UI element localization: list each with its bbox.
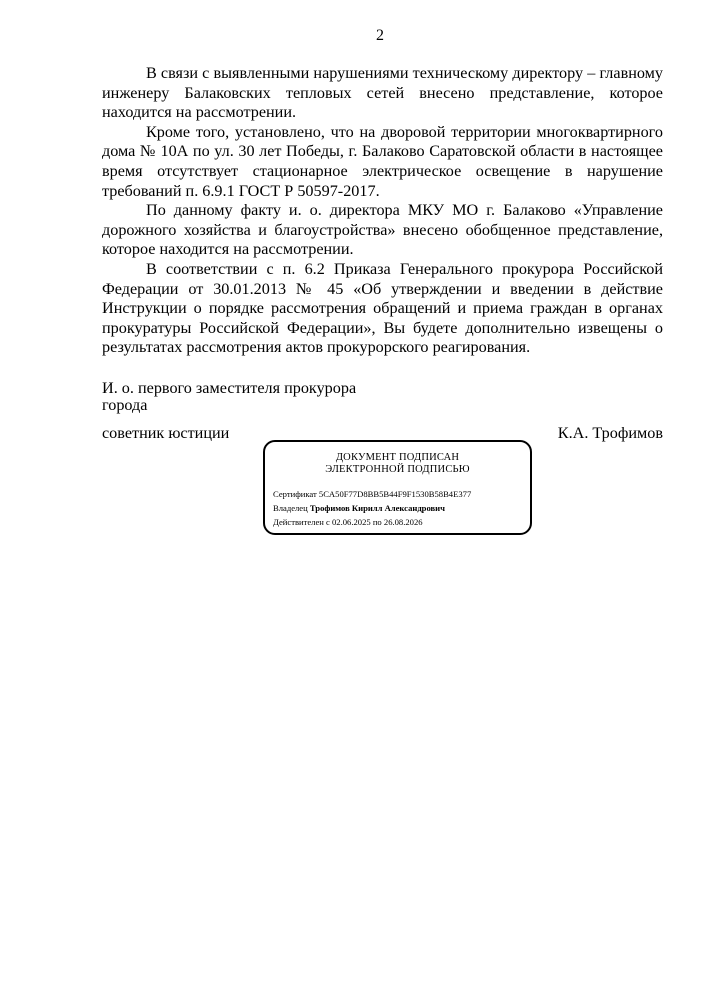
stamp-valid-label: Действителен с — [273, 517, 330, 527]
stamp-certificate — [273, 489, 471, 499]
paragraph-notification: В соответствии с п. 6.2 Приказа Генерального прокурора Российской Федерации от 30.01.2013 № 45 «Об утверждении и введении в действие Инструкции о порядке рассмотрения обращений и приема граждан в органах прокуратуры Российской Федерации», Вы будете дополнительно извещены о результатах рассмотрения актов прокурорского реагирования. — [102, 259, 663, 357]
stamp-owner-label: Владелец — [273, 503, 308, 513]
stamp-owner-value: Трофимов Кирилл Александрович — [309, 503, 445, 513]
electronic-signature-stamp — [263, 440, 532, 535]
stamp-certificate-value: 5CA50F77D8BB5B44F9F1530B58B4E377 — [318, 489, 472, 499]
letter-body — [102, 64, 663, 358]
stamp-certificate-label: Сертификат — [273, 489, 317, 499]
paragraph-representation: По данному факту и. о. директора МКУ МО г. Балаково «Управление дорожного хозяйства и благоустройства» внесено обобщенное представление, которое находится на рассмотрении. — [102, 201, 663, 259]
stamp-valid-from: 02.06.2025 — [332, 517, 371, 527]
stamp-header — [265, 452, 530, 476]
signatory-position: И. о. первого заместителя прокурора города — [102, 379, 357, 414]
paragraph-lighting: Кроме того, установлено, что на дворовой территории многоквартирного дома № 10А по ул. 30 лет Победы, г. Балаково Саратовской области в настоящее время отсутствует стационарное электрическое освещение в нарушение требований п. 6.9.1 ГОСТ Р 50597-2017. — [102, 122, 663, 200]
stamp-header-line-2: ЭЛЕКТРОННОЙ ПОДПИСЬЮ — [325, 464, 470, 475]
stamp-header-line-1: ДОКУМЕНТ ПОДПИСАН — [335, 452, 460, 463]
stamp-validity — [273, 517, 423, 527]
stamp-valid-to: 26.08.2026 — [383, 517, 423, 527]
paragraph-violations: В связи с выявленными нарушениями техническому директору – главному инженеру Балаковских тепловых сетей внесено представление, которое находится на рассмотрении. — [102, 64, 663, 122]
stamp-valid-to-label: по — [372, 517, 382, 527]
signatory-rank: советник юстиции — [102, 424, 230, 442]
stamp-owner — [273, 503, 445, 513]
page-number: 2 — [376, 27, 384, 44]
signatory-name: К.А. Трофимов — [557, 424, 663, 442]
